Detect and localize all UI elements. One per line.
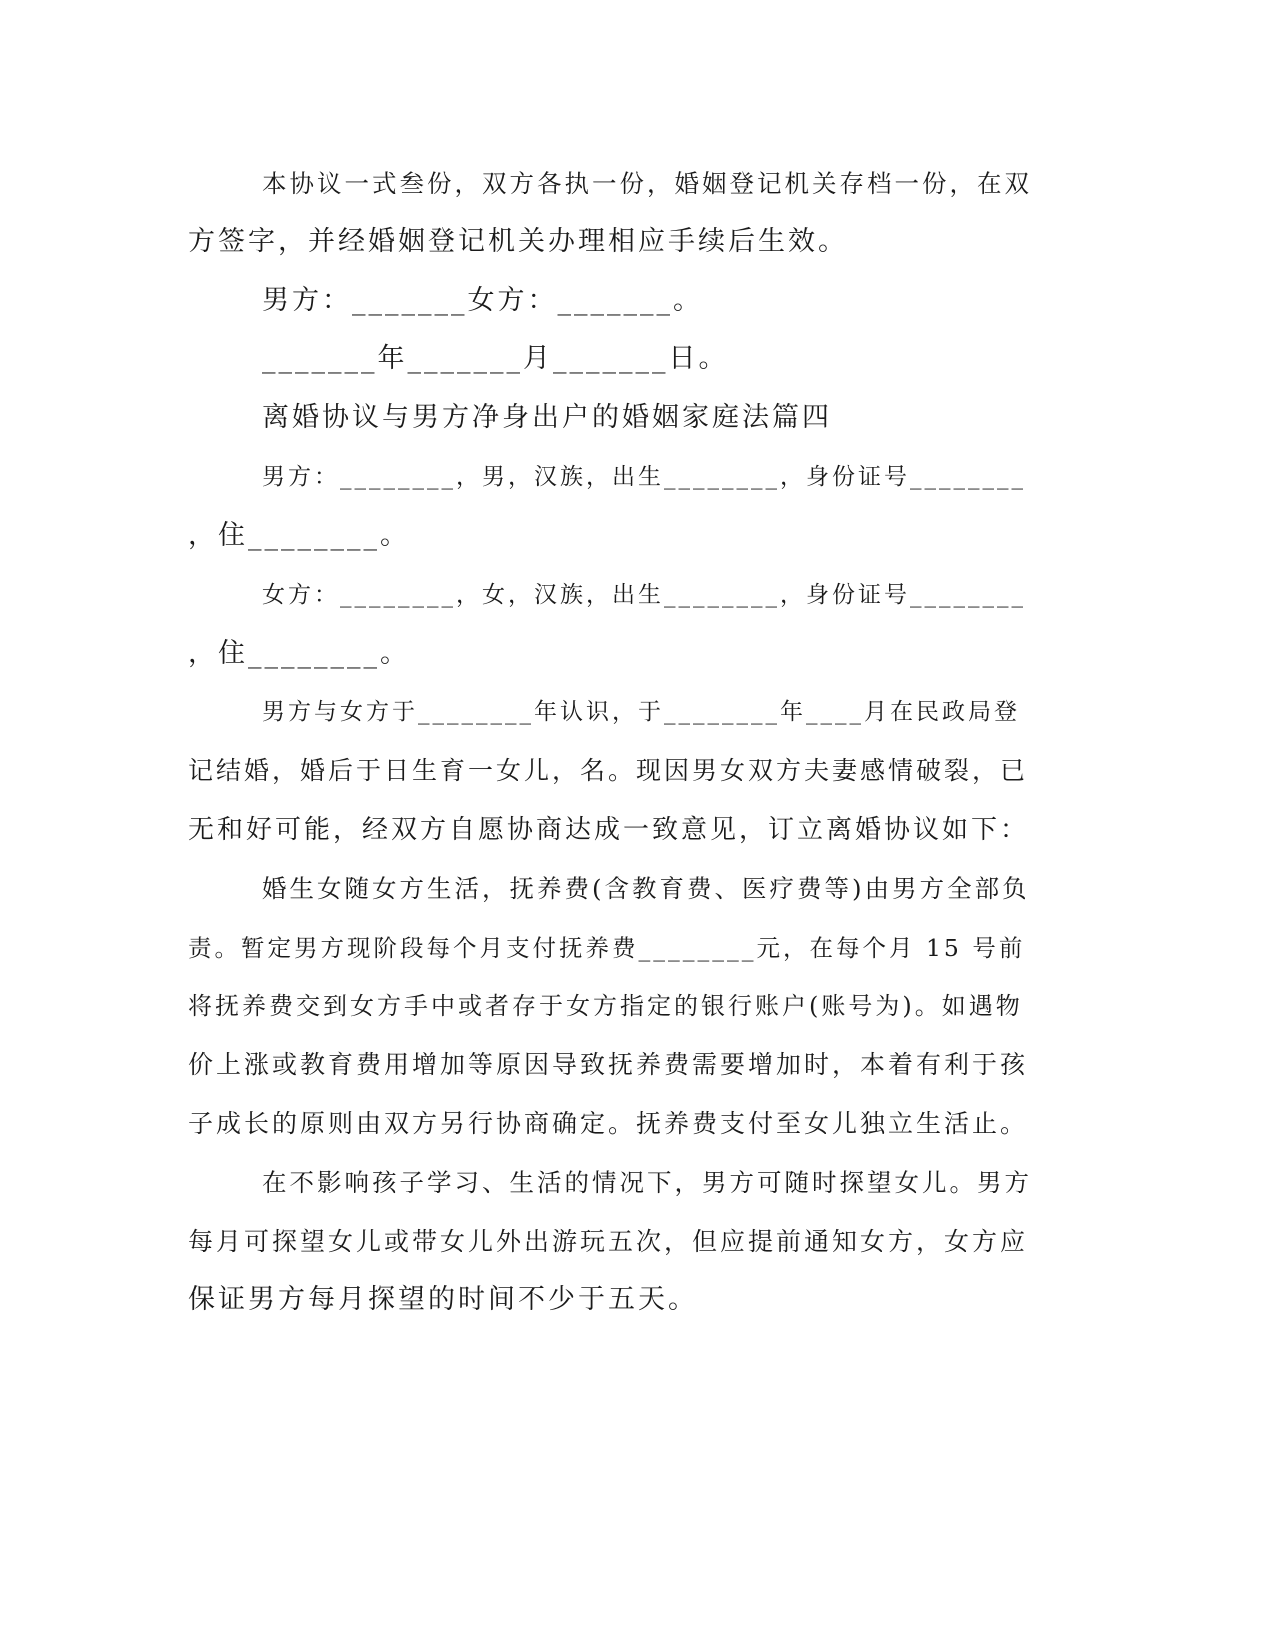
section-heading: 离婚协议与男方净身出户的婚姻家庭法篇四 bbox=[262, 402, 832, 433]
female-party-line: 女方：________，女，汉族，出生________，身份证号________ bbox=[262, 582, 1026, 608]
paragraph-line: 男方与女方于________年认识，于________年____月在民政局登 bbox=[262, 699, 1020, 725]
paragraph-line: 子成长的原则由双方另行协商确定。抚养费支付至女儿独立生活止。 bbox=[188, 1109, 1029, 1138]
paragraph-line: 无和好可能，经双方自愿协商达成一致意见，订立离婚协议如下： bbox=[188, 815, 1030, 845]
paragraph-line: 每月可探望女儿或带女儿外出游玩五次，但应提前通知女方，女方应 bbox=[188, 1227, 1029, 1256]
paragraph-line: 婚生女随女方生活，抚养费(含教育费、医疗费等)由男方全部负 bbox=[262, 874, 1030, 903]
male-party-line: 男方：________，男，汉族，出生________，身份证号________ bbox=[262, 464, 1026, 490]
paragraph-line: 价上涨或教育费用增加等原因导致抚养费需要增加时，本着有利于孩 bbox=[188, 1050, 1029, 1079]
signature-line: 男方：_______女方：_______。 bbox=[262, 285, 703, 316]
female-address-line: ，住________。 bbox=[188, 638, 410, 669]
paragraph-line: 方签字，并经婚姻登记机关办理相应手续后生效。 bbox=[188, 226, 848, 257]
paragraph-line: 保证男方每月探望的时间不少于五天。 bbox=[188, 1284, 698, 1315]
paragraph-line: 在不影响孩子学习、生活的情况下，男方可随时探望女儿。男方 bbox=[262, 1168, 1032, 1197]
date-line: _______年_______月_______日。 bbox=[262, 343, 729, 374]
paragraph-line: 本协议一式叁份，双方各执一份，婚姻登记机关存档一份，在双 bbox=[262, 169, 1032, 198]
paragraph-line: 记结婚，婚后于日生育一女儿，名。现因男女双方夫妻感情破裂，已 bbox=[188, 756, 1029, 785]
paragraph-line: 责。暂定男方现阶段每个月支付抚养费________元，在每个月 15 号前 bbox=[188, 934, 1026, 962]
male-address-line: ，住________。 bbox=[188, 520, 410, 551]
paragraph-line: 将抚养费交到女方手中或者存于女方指定的银行账户(账号为)。如遇物 bbox=[188, 992, 1023, 1020]
